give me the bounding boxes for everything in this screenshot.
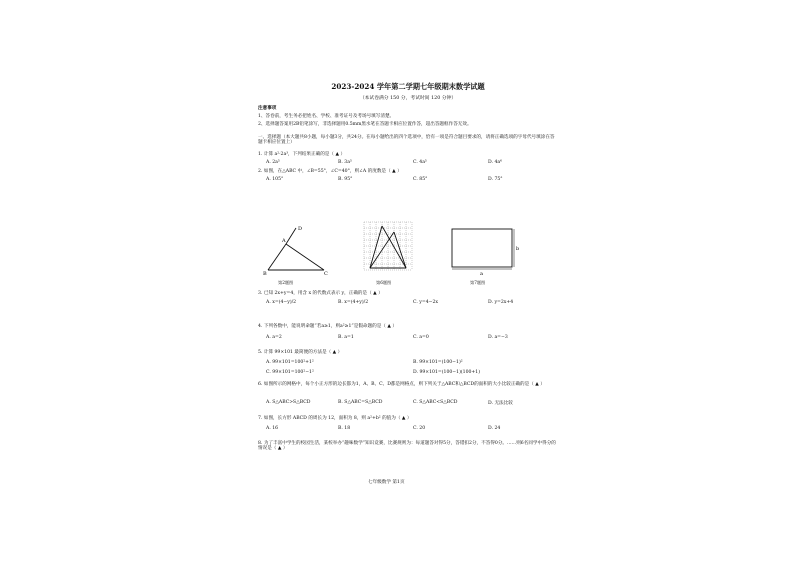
page-title: 2023-2024 学年第二学期七年级期末数学试题 (331, 82, 485, 91)
q5-option-a: A. 99×101=100²+1² (266, 360, 314, 365)
q3-option-c: C. y=4−2x (413, 300, 439, 305)
q7-option-c: C. 20 (413, 426, 426, 431)
page-footer: 七年级数学 第1页 (368, 480, 405, 485)
q1-option-d: D. 4a⁶ (488, 160, 502, 165)
section-1-instructions: 一、选择题（本大题共8小题，每小题3分，共24分。在每小题给出的四个选项中，恰有一项是符合题目要求的，请将正确选项的字母代号填涂在答题卡相应位置上） (258, 135, 555, 146)
exam-sheet (258, 70, 558, 540)
q6-option-c: C. S△ABC<S△BCD (413, 400, 458, 405)
note-1: 1、答卷前，考生务必把姓名、学校、准考证号及考场号填写清楚。 (258, 114, 395, 119)
question-6: 6. 如图所示的网格中，每个小正方形的边长都为1，A、B、C、D都是网格点，则下列关于△ABC和△BCD的面积的大小比较正确的是（ ▲ ） (258, 382, 545, 387)
page-subtitle: （本试卷满分 150 分，考试时间 120 分钟） (359, 96, 457, 101)
q4-option-d: D. a=−3 (488, 335, 508, 340)
q5-option-d: D. 99×101=(100−1)(100+1) (413, 370, 480, 375)
q7-option-d: D. 24 (488, 426, 501, 431)
q6-option-a: A. S△ABC>S△BCD (266, 400, 311, 405)
caption-q7: 第7题图 (470, 280, 486, 285)
question-3: 3. 已知 2x+y=4，用含 x 的代数式表示 y，正确的是（ ▲ ） (258, 291, 383, 296)
q1-option-b: B. 3a⁵ (338, 160, 352, 165)
q6-option-b: B. S△ABC=S△BCD (338, 400, 383, 405)
q1-option-c: C. 4a⁵ (413, 160, 427, 165)
caption-q2: 第2题图 (278, 280, 294, 285)
label-d: D (298, 226, 303, 232)
note-2: 2、选择题答案用2B铅笔涂写，非选择题用0.5mm黑水笔在答题卡相应位置作答，超出答题框作答无效。 (258, 122, 472, 127)
question-5: 5. 计算 99×101 最简便的方法是（ ▲ ） (258, 350, 343, 355)
q7-option-b: B. 18 (338, 426, 351, 431)
q3-option-b: B. x=(4+y)/2 (338, 300, 369, 305)
q5-option-b: B. 99×101=(100−1)² (413, 360, 463, 365)
question-7: 7. 如图，长方形 ABCD 的周长为 12，面积为 8，则 a²+b² 的值为（ ▲ ） (258, 416, 412, 421)
q2-option-c: C. 85° (413, 177, 428, 182)
q4-option-c: C. a=0 (413, 335, 429, 340)
label-b-side: b (516, 246, 520, 252)
question-8: 8. 为了丰富中学生的校园生活，某校举办“趣味数学”知识竞赛，比赛规则为：每道题答对得5分，答错扣2分，不答得0分。……则6名同学中得分的情况是（ ▲ ） (258, 441, 556, 452)
notes-heading: 注意事项 (258, 106, 277, 111)
label-c: C (324, 271, 328, 277)
caption-q6: 第6题图 (376, 280, 392, 285)
q2-option-a: A. 105° (266, 177, 284, 182)
triangle-figure (262, 220, 332, 280)
q1-option-a: A. 2a⁵ (266, 160, 280, 165)
question-4: 4. 下列各数中，能说明命题“若a≥1，则a²≥1”是假命题的是（ ▲ ） (258, 324, 397, 329)
q4-option-b: B. a=1 (338, 335, 354, 340)
q2-option-b: B. 95° (338, 177, 353, 182)
question-2: 2. 如图，在△ABC 中，∠B=55°，∠C=40°，则∠A 的度数是（ ▲ ） (258, 169, 402, 174)
grid-figure (358, 220, 420, 276)
label-a-side: a (480, 271, 483, 275)
label-a: A (282, 238, 286, 244)
q3-option-d: D. y=2x+4 (488, 300, 514, 305)
q2-option-d: D. 75° (488, 177, 503, 182)
question-1: 1. 计算 a²·2a³，下列结果正确的是（ ▲ ） (258, 152, 346, 157)
label-b: B (263, 271, 267, 277)
q6-option-d: D. 无法比较 (488, 401, 513, 406)
q3-option-a: A. x=(4−y)/2 (266, 300, 297, 305)
q7-option-a: A. 16 (266, 426, 279, 431)
q5-option-c: C. 99×101=100²−1² (266, 370, 314, 375)
q4-option-a: A. a=2 (266, 335, 282, 340)
rectangle-figure (448, 225, 523, 275)
